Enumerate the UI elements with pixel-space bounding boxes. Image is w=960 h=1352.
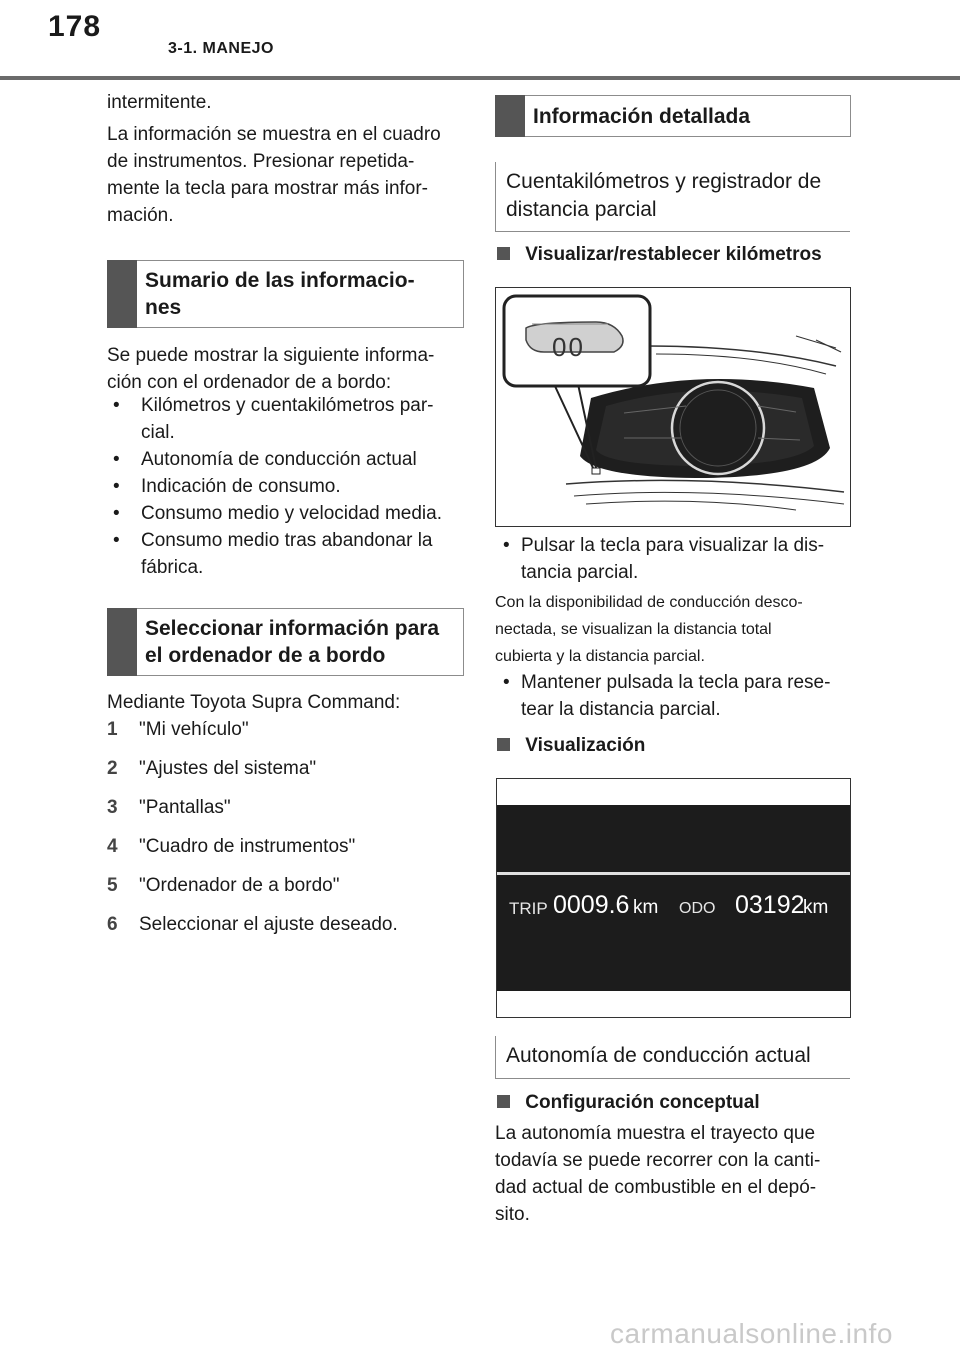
heading-detailed-info: Información detallada [495, 95, 851, 137]
summary-intro: Se puede mostrar la siguiente informa- ción con el ordenador de a bordo: [107, 345, 435, 393]
bullet-press-key: • Pulsar la tecla para visualizar la dis- tancia parcial. [503, 535, 825, 583]
page-number: 178 [48, 10, 102, 43]
square-bullet-icon [497, 247, 510, 260]
watermark: carmanualsonline.info [610, 1318, 893, 1349]
closing-paragraph: La autonomía muestra el trayecto que todavía se puede recorrer con la canti- dad actual de combustible en el depó- sito. [495, 1123, 821, 1225]
step-item: 4 "Cuadro de instrumentos" [107, 836, 356, 857]
odo-unit: km [803, 897, 829, 918]
heading-select-info: Seleccionar información para el ordenador de a bordo [107, 608, 464, 676]
square-bullet-icon [497, 1095, 510, 1108]
heading-summary: Sumario de las informacio- nes [107, 260, 464, 328]
section-concept: Configuración conceptual [497, 1089, 760, 1116]
instrument-cluster-icon [496, 288, 850, 526]
trip-odo-display [496, 778, 851, 1018]
command-intro: Mediante Toyota Supra Command: [107, 692, 401, 713]
cluster-illustration [495, 287, 851, 527]
subheading-left-rule [495, 1036, 496, 1079]
subheading-odometer: Cuentakilómetros y registrador de distancia parcial [506, 170, 822, 221]
trip-label: TRIP [509, 899, 548, 918]
odo-value: 03192 [735, 891, 805, 919]
step-item: 5 "Ordenador de a bordo" [107, 875, 340, 896]
display-divider [497, 872, 850, 875]
step-list [107, 716, 467, 946]
step-item: 6 Seleccionar el ajuste deseado. [107, 914, 398, 935]
step-item: 3 "Pantallas" [107, 797, 231, 818]
section-visualize-reset: Visualizar/restablecer kilómetros [497, 241, 822, 268]
section-display: Visualización [497, 732, 645, 759]
list-item: • Kilómetros y cuentakilómetros par- cial. [113, 395, 434, 443]
odo-label: ODO [679, 900, 716, 917]
section-title: 3-1. MANEJO [168, 40, 274, 57]
reset-button-label: 00 [552, 332, 585, 362]
step-item: 1 "Mi vehículo" [107, 719, 249, 740]
info-paragraph: La información se muestra en el cuadro de instrumentos. Presionar repetida- mente la tecla para mostrar más infor- mación. [107, 124, 441, 226]
subheading-rule [495, 231, 850, 232]
intro-text: intermitente. [107, 92, 212, 113]
trip-value: 0009.6 [553, 891, 630, 919]
square-bullet-icon [497, 738, 510, 751]
summary-bullet-list: • Kilómetros y cuentakilómetros par- cial. • Autonomía de conducción actual • Indicación de consumo. • Consumo medio y velocidad media. • Consumo medio tras abandonar la fábrica. [113, 392, 463, 582]
header-rule [0, 76, 960, 80]
subheading-left-rule [495, 162, 496, 232]
step-item: 2 "Ajustes del sistema" [107, 758, 317, 779]
subheading-rule [495, 1078, 850, 1079]
note-paragraph: Con la disponibilidad de conducción desco- nectada, se visualizan la distancia total cubierta y la distancia parcial. [495, 594, 803, 665]
bullet-hold-key: • Mantener pulsada la tecla para rese- tear la distancia parcial. [503, 672, 831, 720]
trip-unit: km [633, 897, 659, 918]
subheading-range: Autonomía de conducción actual [506, 1044, 811, 1067]
